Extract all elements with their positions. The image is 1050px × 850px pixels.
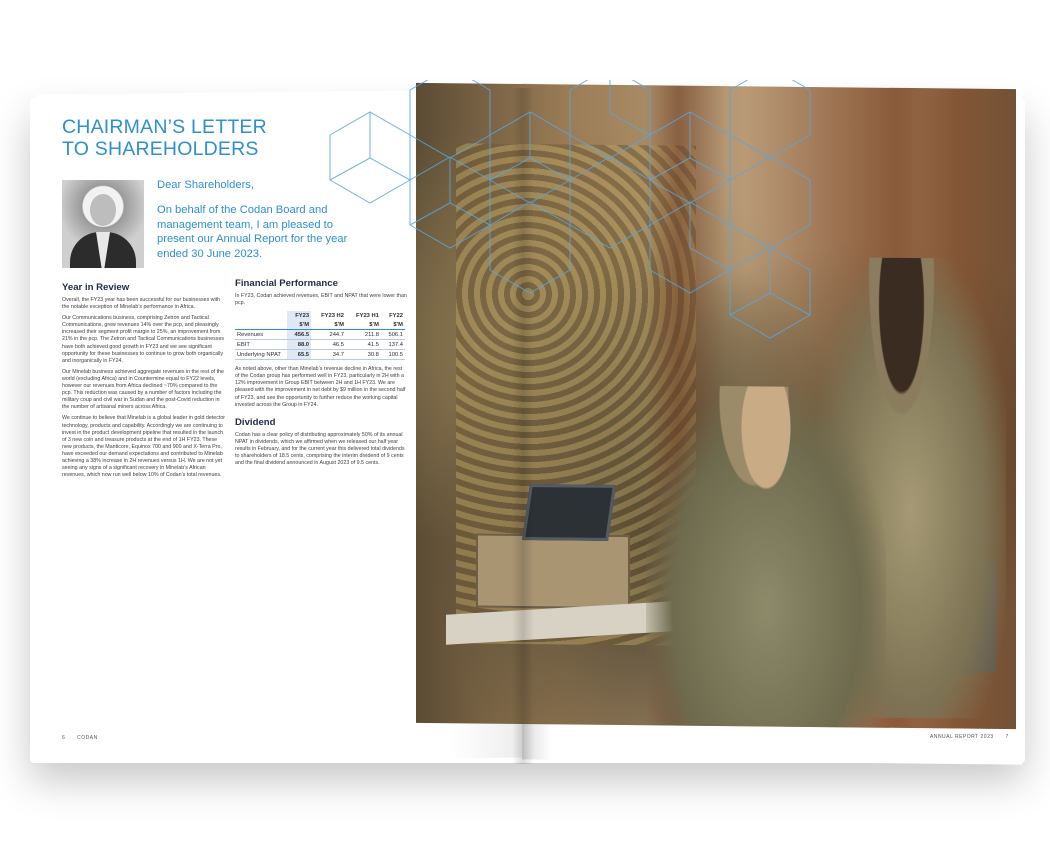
laptop <box>522 484 616 541</box>
dividend-paragraph: Codan has a clear policy of distributing approximately 50% of its annual NPAT in dividends, which we affirmed when we released our half year results in February, and for the current year this delivered total dividends to shareholders of 18.5 cents, comprising the interim dividend of 9 cents and the final dividend announced in August 2023 of 9.5 cents. <box>235 431 405 467</box>
column-header: FY22 <box>389 312 403 319</box>
table-cell: 137.4 <box>381 340 405 350</box>
table-header-row <box>235 311 405 320</box>
review-paragraph: We continue to believe that Minelab is a global leader in gold detector technology, products and capability. Accordingly we are continuing to invest in the product development pipeline that resulted in the launch of 3 new coin and treasure products at the end of 1H FY23. These new products, the Manticore, Equinox 700 and 900 and X-Terra Pro, have exceeded our demand expectations and contributed to Minelab achieving a 38% increase in 2H revenues versus 1H. We are not yet seeing any signs of a significant recovery in Minelab’s African revenues, which now run well below 10% of Codan’s total revenues. <box>62 415 226 479</box>
financial-table <box>235 311 405 360</box>
table-cell: 244.7 <box>311 330 346 340</box>
row-label: Revenues <box>235 330 287 340</box>
row-label: EBIT <box>235 340 287 350</box>
dividend-heading: Dividend <box>235 416 276 428</box>
title-line-2: TO SHAREHOLDERS <box>62 138 259 160</box>
table-row <box>235 350 405 360</box>
table-cell: 506.1 <box>381 330 405 340</box>
table-cell: 30.8 <box>346 350 381 360</box>
financial-performance-heading: Financial Performance <box>235 278 338 289</box>
seated-soldier <box>646 385 886 728</box>
intro-text: On behalf of the Codan Board and management team, I am pleased to present our Annual Report for the year ended 30 June 2023. <box>157 204 348 260</box>
review-paragraph: Our Communications business, comprising Zetron and Tactical Communications, grew revenues 14% over the pcp, and pleasingly increased their segment profit margin to 25%, an improvement from 21% in the pcp. The Zetron and Tactical Communications businesses have both achieved good growth in FY23 and we see significant opportunity for these businesses to continue to grow both organically and inorganically in FY24. <box>62 315 225 364</box>
year-in-review-heading: Year in Review <box>62 282 130 293</box>
page-title <box>62 116 322 160</box>
table-row <box>235 340 405 350</box>
review-paragraph: Overall, the FY23 year has been successful for our businesses with the notable exception of Minelab’s performance in Africa. <box>62 297 221 311</box>
year-in-review-column <box>62 282 227 483</box>
unit-cell: $’M <box>346 320 381 330</box>
greeting: Dear Shareholders, <box>157 179 255 191</box>
right-footer <box>920 734 1009 740</box>
review-paragraph: Our Minelab business achieved aggregate revenues in the rest of the world (excluding Africa) and in Countermine equal to FY22 levels, however our revenues from Africa declined ~70% compared to the pcp. This reduction was caused by a number of factors including the military coup and civil war in Sudan and the post-Covid reduction in the number of artisanal miners across Africa. <box>62 368 224 411</box>
table-cell: 65.5 <box>287 350 311 360</box>
unit-cell: $’M <box>287 320 311 330</box>
right-page-number: 7 <box>1005 734 1009 740</box>
financial-column <box>235 278 407 471</box>
table-cell: 211.8 <box>346 330 381 340</box>
table-row <box>235 330 405 340</box>
table-cell: 100.5 <box>381 350 405 360</box>
left-footer <box>62 735 108 741</box>
column-header: FY23 <box>287 311 311 320</box>
table-cell: 34.7 <box>311 350 346 360</box>
footer-brand: CODAN <box>77 735 98 741</box>
financial-intro: In FY23, Codan achieved revenues, EBIT and NPAT that were lower than pcp. <box>235 293 407 307</box>
financial-paragraph: As noted above, other than Minelab’s revenue decline in Africa, the rest of the Codan group has performed well in FY23, particularly in 2H with a 12% improvement in Group EBIT between 2H and 1H FY23. We are pleased with the improvement in net debt by $9 million in the second half of FY23, and see the opportunity to further reduce the working capital invested across the Group in FY24. <box>235 366 406 408</box>
table-cell: 88.0 <box>287 340 311 350</box>
title-line-1: CHAIRMAN’S LETTER <box>62 116 267 138</box>
table-cell: 41.5 <box>346 340 381 350</box>
radio-equipment <box>476 533 630 609</box>
table-units-row <box>235 320 405 330</box>
unit-cell: $’M <box>381 320 405 330</box>
unit-cell: $’M <box>311 320 346 330</box>
column-header: FY23 H2 <box>321 312 344 319</box>
portrait-head <box>90 194 116 226</box>
column-header: FY23 H1 <box>356 312 379 319</box>
left-page-number: 6 <box>62 735 66 741</box>
table-cell: 46.5 <box>311 340 346 350</box>
chairman-portrait <box>62 180 144 268</box>
footer-report-label: ANNUAL REPORT 2023 <box>930 734 994 740</box>
table-cell: 456.5 <box>287 330 311 340</box>
row-label: Underlying NPAT <box>235 350 287 360</box>
